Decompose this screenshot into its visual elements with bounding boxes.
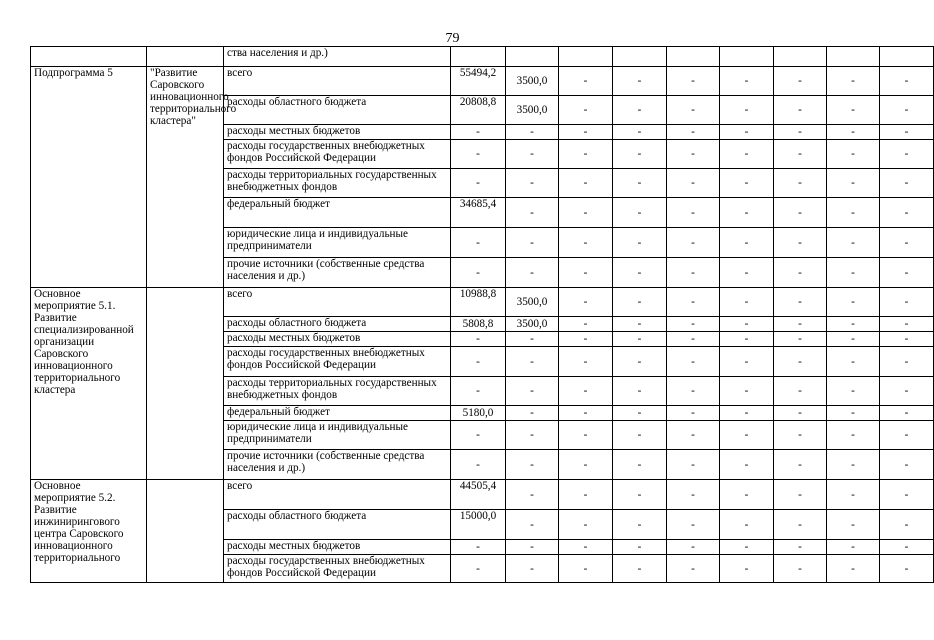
value-cell: -: [667, 450, 720, 480]
value-cell: -: [880, 140, 934, 169]
activity-5-2-title-cell: Основное мероприятие 5.2. Развитие инжинирингового центра Саровского инновационного территориального: [31, 480, 147, 583]
value-cell: -: [559, 347, 613, 377]
value-cell: -: [827, 317, 880, 332]
value-cell: -: [559, 317, 613, 332]
value-cell: -: [667, 480, 720, 510]
value-cell: -: [720, 510, 774, 540]
value-cell: -: [774, 125, 827, 140]
value-cell: -: [827, 480, 880, 510]
value-cell: -: [827, 332, 880, 347]
value-cell: -: [880, 228, 934, 258]
activity-5-2-empty-cell: [147, 480, 224, 583]
value-cell: [506, 47, 559, 67]
value-cell: -: [613, 347, 667, 377]
value-cell: -: [506, 421, 559, 450]
value-cell: -: [880, 288, 934, 317]
value-cell: -: [559, 125, 613, 140]
row-label-cell: прочие источники (собственные средства населения и др.): [224, 450, 451, 480]
value-cell: -: [720, 96, 774, 125]
value-cell: -: [613, 406, 667, 421]
value-cell: -: [880, 96, 934, 125]
value-cell: -: [451, 377, 506, 406]
value-cell: -: [720, 125, 774, 140]
row-label-cell: расходы областного бюджета: [224, 317, 451, 332]
value-cell: -: [613, 555, 667, 583]
value-cell: 10988,8: [451, 288, 506, 317]
value-cell: -: [667, 510, 720, 540]
value-cell: 55494,2: [451, 67, 506, 96]
value-cell: -: [559, 450, 613, 480]
value-cell: 15000,0: [451, 510, 506, 540]
value-cell: -: [667, 140, 720, 169]
value-cell: -: [559, 258, 613, 288]
value-cell: -: [667, 67, 720, 96]
value-cell: -: [506, 480, 559, 510]
value-cell: -: [880, 317, 934, 332]
value-cell: -: [506, 406, 559, 421]
row-label-cell: расходы государственных внебюджетных фондов Российской Федерации: [224, 347, 451, 377]
row-label-cell: всего: [224, 67, 451, 96]
value-cell: -: [613, 258, 667, 288]
value-cell: -: [506, 555, 559, 583]
value-cell: -: [451, 169, 506, 198]
value-cell: -: [880, 421, 934, 450]
value-cell: -: [613, 67, 667, 96]
value-cell: -: [451, 125, 506, 140]
value-cell: -: [667, 540, 720, 555]
value-cell: -: [667, 421, 720, 450]
value-cell: [667, 47, 720, 67]
value-cell: [613, 47, 667, 67]
value-cell: -: [720, 198, 774, 228]
value-cell: -: [720, 347, 774, 377]
page-number: 79: [445, 31, 460, 46]
value-cell: -: [613, 228, 667, 258]
value-cell: -: [880, 377, 934, 406]
row-label-cell: юридические лица и индивидуальные предприниматели: [224, 421, 451, 450]
value-cell: -: [451, 421, 506, 450]
value-cell: -: [667, 258, 720, 288]
value-cell: -: [559, 510, 613, 540]
value-cell: -: [613, 140, 667, 169]
activity-5-1-title-cell: Основное мероприятие 5.1. Развитие специализированной организации Саровского инновационного территориального кластера: [31, 288, 147, 480]
value-cell: -: [667, 125, 720, 140]
value-cell: 3500,0: [506, 288, 559, 317]
budget-table: [30, 46, 934, 583]
value-cell: 3500,0: [506, 317, 559, 332]
value-cell: [559, 47, 613, 67]
value-cell: -: [827, 540, 880, 555]
value-cell: -: [774, 450, 827, 480]
value-cell: -: [774, 317, 827, 332]
value-cell: -: [559, 198, 613, 228]
value-cell: -: [613, 421, 667, 450]
value-cell: -: [880, 258, 934, 288]
value-cell: -: [506, 125, 559, 140]
value-cell: -: [506, 198, 559, 228]
value-cell: [880, 47, 934, 67]
value-cell: -: [506, 332, 559, 347]
value-cell: -: [880, 347, 934, 377]
value-cell: -: [880, 480, 934, 510]
value-cell: -: [559, 169, 613, 198]
value-cell: -: [774, 332, 827, 347]
value-cell: -: [506, 258, 559, 288]
value-cell: -: [880, 67, 934, 96]
value-cell: -: [667, 169, 720, 198]
value-cell: -: [559, 377, 613, 406]
value-cell: -: [506, 377, 559, 406]
value-cell: -: [559, 406, 613, 421]
value-cell: -: [774, 421, 827, 450]
value-cell: -: [451, 332, 506, 347]
value-cell: -: [451, 140, 506, 169]
value-cell: -: [774, 67, 827, 96]
activity-5-1-empty-cell: [147, 288, 224, 480]
value-cell: -: [827, 169, 880, 198]
value-cell: -: [613, 377, 667, 406]
value-cell: -: [774, 510, 827, 540]
value-cell: -: [880, 125, 934, 140]
value-cell: -: [667, 288, 720, 317]
value-cell: -: [720, 258, 774, 288]
value-cell: -: [613, 96, 667, 125]
value-cell: -: [720, 228, 774, 258]
value-cell: -: [451, 228, 506, 258]
value-cell: 34685,4: [451, 198, 506, 228]
value-cell: [451, 47, 506, 67]
row-label-cell: расходы областного бюджета: [224, 96, 451, 125]
value-cell: -: [880, 555, 934, 583]
value-cell: 44505,4: [451, 480, 506, 510]
value-cell: -: [559, 540, 613, 555]
table-row: [31, 47, 934, 67]
value-cell: -: [880, 332, 934, 347]
value-cell: -: [720, 140, 774, 169]
row-label-cell: расходы территориальных государственных внебюджетных фондов: [224, 169, 451, 198]
value-cell: -: [827, 96, 880, 125]
value-cell: -: [451, 555, 506, 583]
table-row: [31, 67, 934, 96]
value-cell: -: [667, 332, 720, 347]
value-cell: -: [774, 169, 827, 198]
value-cell: -: [451, 540, 506, 555]
value-cell: -: [880, 198, 934, 228]
value-cell: -: [667, 347, 720, 377]
row-label-cell: расходы государственных внебюджетных фондов Российской Федерации: [224, 140, 451, 169]
value-cell: -: [559, 67, 613, 96]
value-cell: -: [559, 555, 613, 583]
row-col2-cell: [147, 47, 224, 67]
value-cell: -: [559, 228, 613, 258]
value-cell: -: [827, 125, 880, 140]
table-body: [31, 47, 934, 583]
value-cell: -: [613, 169, 667, 198]
value-cell: -: [774, 480, 827, 510]
row-label-cell: расходы областного бюджета: [224, 510, 451, 540]
table-row: [31, 288, 934, 317]
value-cell: -: [827, 258, 880, 288]
value-cell: -: [559, 96, 613, 125]
value-cell: -: [506, 450, 559, 480]
value-cell: -: [451, 347, 506, 377]
row-label-cell: расходы местных бюджетов: [224, 540, 451, 555]
value-cell: -: [774, 540, 827, 555]
value-cell: -: [827, 198, 880, 228]
value-cell: -: [774, 555, 827, 583]
value-cell: -: [720, 421, 774, 450]
value-cell: -: [720, 317, 774, 332]
row-label-cell: всего: [224, 480, 451, 510]
value-cell: -: [451, 258, 506, 288]
value-cell: -: [774, 258, 827, 288]
value-cell: -: [880, 540, 934, 555]
value-cell: -: [506, 140, 559, 169]
value-cell: -: [827, 406, 880, 421]
value-cell: -: [667, 555, 720, 583]
value-cell: -: [880, 406, 934, 421]
value-cell: -: [559, 288, 613, 317]
value-cell: -: [559, 140, 613, 169]
value-cell: -: [667, 317, 720, 332]
row-label-cell: прочие источники (собственные средства населения и др.): [224, 258, 451, 288]
value-cell: -: [613, 332, 667, 347]
value-cell: -: [774, 377, 827, 406]
value-cell: -: [720, 540, 774, 555]
row-label-cell: юридические лица и индивидуальные предприниматели: [224, 228, 451, 258]
value-cell: -: [774, 406, 827, 421]
value-cell: -: [720, 406, 774, 421]
value-cell: -: [506, 347, 559, 377]
value-cell: -: [506, 169, 559, 198]
value-cell: 5180,0: [451, 406, 506, 421]
value-cell: -: [827, 555, 880, 583]
value-cell: [827, 47, 880, 67]
value-cell: -: [720, 450, 774, 480]
value-cell: 3500,0: [506, 96, 559, 125]
value-cell: -: [559, 332, 613, 347]
value-cell: -: [827, 347, 880, 377]
value-cell: -: [720, 332, 774, 347]
value-cell: -: [774, 96, 827, 125]
value-cell: -: [667, 198, 720, 228]
value-cell: -: [720, 169, 774, 198]
value-cell: -: [613, 510, 667, 540]
value-cell: -: [506, 540, 559, 555]
row-label-cell: ства населения и др.): [224, 47, 451, 67]
subprogram-number-cell: Подпрограмма 5: [31, 67, 147, 288]
value-cell: -: [613, 480, 667, 510]
value-cell: -: [613, 288, 667, 317]
value-cell: -: [720, 288, 774, 317]
subprogram-title-cell: "Развитие Саровского инновационного территориального кластера": [147, 67, 224, 288]
value-cell: -: [667, 377, 720, 406]
value-cell: -: [720, 377, 774, 406]
row-col1-cell: [31, 47, 147, 67]
value-cell: -: [559, 421, 613, 450]
value-cell: -: [774, 347, 827, 377]
row-label-cell: расходы местных бюджетов: [224, 332, 451, 347]
value-cell: -: [613, 198, 667, 228]
value-cell: -: [827, 67, 880, 96]
value-cell: -: [667, 406, 720, 421]
row-label-cell: федеральный бюджет: [224, 406, 451, 421]
value-cell: -: [613, 125, 667, 140]
value-cell: -: [774, 140, 827, 169]
value-cell: -: [667, 96, 720, 125]
value-cell: -: [827, 377, 880, 406]
value-cell: -: [559, 480, 613, 510]
value-cell: -: [774, 288, 827, 317]
value-cell: -: [720, 555, 774, 583]
value-cell: -: [880, 450, 934, 480]
value-cell: -: [667, 228, 720, 258]
value-cell: 20808,8: [451, 96, 506, 125]
value-cell: -: [880, 510, 934, 540]
value-cell: -: [506, 228, 559, 258]
value-cell: -: [827, 510, 880, 540]
value-cell: [774, 47, 827, 67]
value-cell: -: [827, 450, 880, 480]
value-cell: -: [827, 228, 880, 258]
value-cell: -: [827, 421, 880, 450]
value-cell: 5808,8: [451, 317, 506, 332]
value-cell: -: [774, 228, 827, 258]
value-cell: -: [506, 510, 559, 540]
row-label-cell: расходы государственных внебюджетных фондов Российской Федерации: [224, 555, 451, 583]
value-cell: [720, 47, 774, 67]
value-cell: -: [451, 450, 506, 480]
value-cell: -: [720, 67, 774, 96]
value-cell: 3500,0: [506, 67, 559, 96]
value-cell: -: [613, 540, 667, 555]
value-cell: -: [720, 480, 774, 510]
value-cell: -: [613, 450, 667, 480]
value-cell: -: [774, 198, 827, 228]
row-label-cell: всего: [224, 288, 451, 317]
value-cell: -: [880, 169, 934, 198]
row-label-cell: расходы местных бюджетов: [224, 125, 451, 140]
row-label-cell: федеральный бюджет: [224, 198, 451, 228]
value-cell: -: [827, 288, 880, 317]
row-label-cell: расходы территориальных государственных внебюджетных фондов: [224, 377, 451, 406]
value-cell: -: [827, 140, 880, 169]
value-cell: -: [613, 317, 667, 332]
table-row: [31, 480, 934, 510]
